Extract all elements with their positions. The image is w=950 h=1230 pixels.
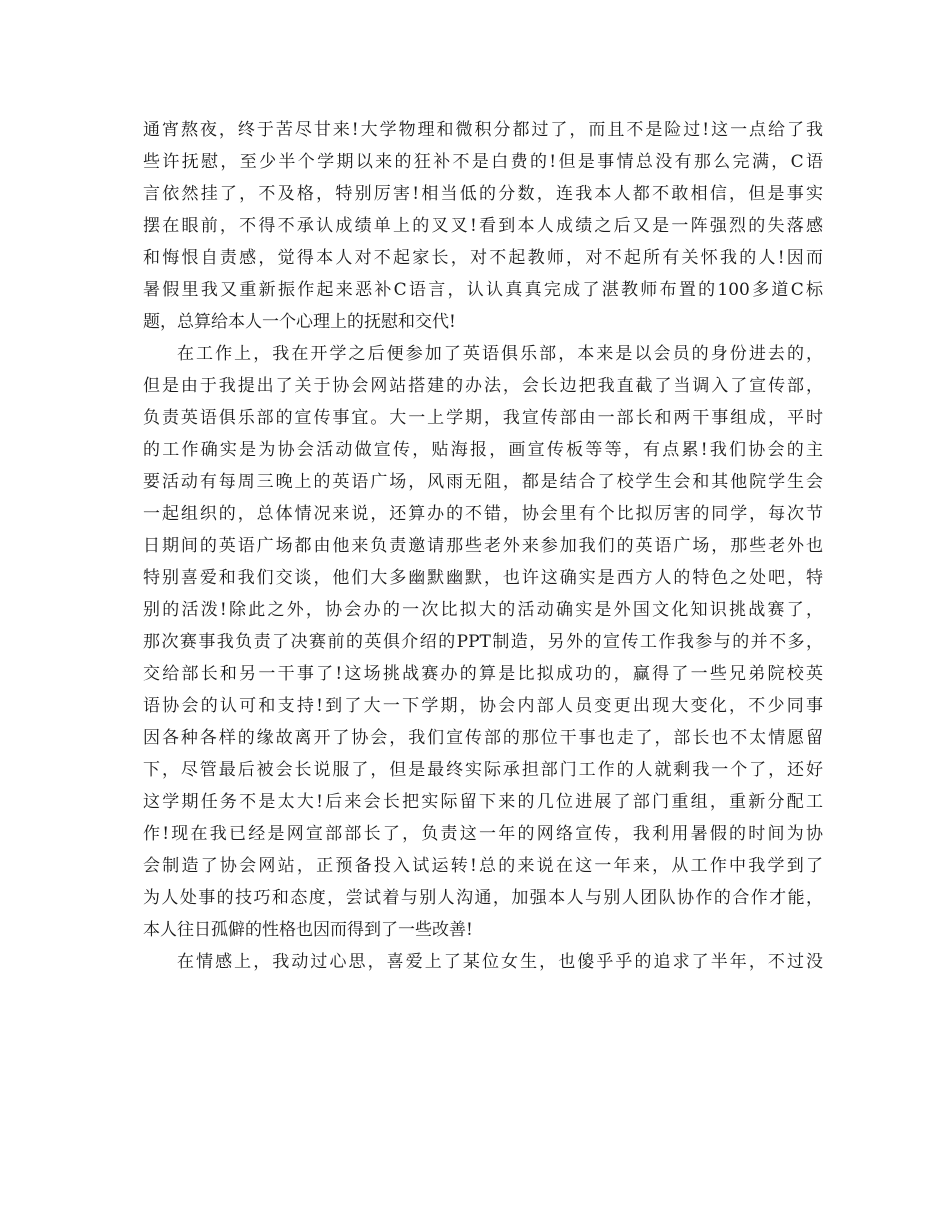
text-line: 负责英语俱乐部的宣传事宜。大一上学期，我宣传部由一部长和两干事组成，平时 [143,408,823,428]
text-line: 下，尽管最后被会长说服了，但是最终实际承担部门工作的人就剩我一个了，还好 [143,760,823,780]
text-line: 作!现在我已经是网宣部部长了，负责这一年的网络宣传，我利用暑假的时间为协 [143,824,823,844]
text-line: 摆在眼前，不得不承认成绩单上的叉叉!看到本人成绩之后又是一阵强烈的失落感 [143,216,823,236]
text-line: 这学期任务不是太大!后来会长把实际留下来的几位进展了部门重组，重新分配工 [143,792,823,812]
text-line: 和悔恨自责感，觉得本人对不起家长，对不起教师，对不起所有关怀我的人!因而 [143,248,823,268]
text-line: 题，总算给本人一个心理上的抚慰和交代! [143,312,456,332]
document-body [143,114,823,978]
text-line: 那次赛事我负责了决赛前的英俱介绍的PPT制造，另外的宣传工作我参与的并不多， [143,632,823,652]
text-line: 本人往日孤僻的性格也因而得到了一些改善! [143,920,473,940]
text-line: 日期间的英语广场都由他来负责邀请那些老外来参加我们的英语广场，那些老外也 [143,536,823,556]
text-line: 在工作上，我在开学之后便参加了英语俱乐部，本来是以会员的身份进去的， [177,344,823,364]
text-line: 通宵熬夜，终于苦尽甘来!大学物理和微积分都过了，而且不是险过!这一点给了我 [143,120,823,140]
text-line: 交给部长和另一干事了!这场挑战赛办的算是比拟成功的，赢得了一些兄弟院校英 [143,664,823,684]
text-line: 的工作确实是为协会活动做宣传，贴海报，画宣传板等等，有点累!我们协会的主 [143,440,823,460]
text-line: 但是由于我提出了关于协会网站搭建的办法，会长边把我直截了当调入了宣传部， [143,376,823,396]
text-line: 要活动有每周三晚上的英语广场，风雨无阻，都是结合了校学生会和其他院学生会 [143,472,823,492]
text-line: 为人处事的技巧和态度，尝试着与别人沟通，加强本人与别人团队协作的合作才能， [143,888,823,908]
text-line: 一起组织的，总体情况来说，还算办的不错，协会里有个比拟厉害的同学，每次节 [143,504,823,524]
text-line: 会制造了协会网站，正预备投入试运转!总的来说在这一年来，从工作中我学到了 [143,856,823,876]
text-line: 在情感上，我动过心思，喜爱上了某位女生，也傻乎乎的追求了半年，不过没 [177,952,823,972]
text-line: 些许抚慰，至少半个学期以来的狂补不是白费的!但是事情总没有那么完满，C语 [143,152,823,172]
text-line: 因各种各样的缘故离开了协会，我们宣传部的那位干事也走了，部长也不太情愿留 [143,728,823,748]
text-line: 暑假里我又重新振作起来恶补C语言，认认真真完成了湛教师布置的100多道C标 [143,280,823,300]
text-line: 言依然挂了，不及格，特别厉害!相当低的分数，连我本人都不敢相信，但是事实 [143,184,823,204]
text-line: 语协会的认可和支持!到了大一下学期，协会内部人员变更出现大变化，不少同事 [143,696,823,716]
text-line: 别的活泼!除此之外，协会办的一次比拟大的活动确实是外国文化知识挑战赛了， [143,600,823,620]
text-line: 特别喜爱和我们交谈，他们大多幽默幽默，也许这确实是西方人的特色之处吧，特 [143,568,823,588]
